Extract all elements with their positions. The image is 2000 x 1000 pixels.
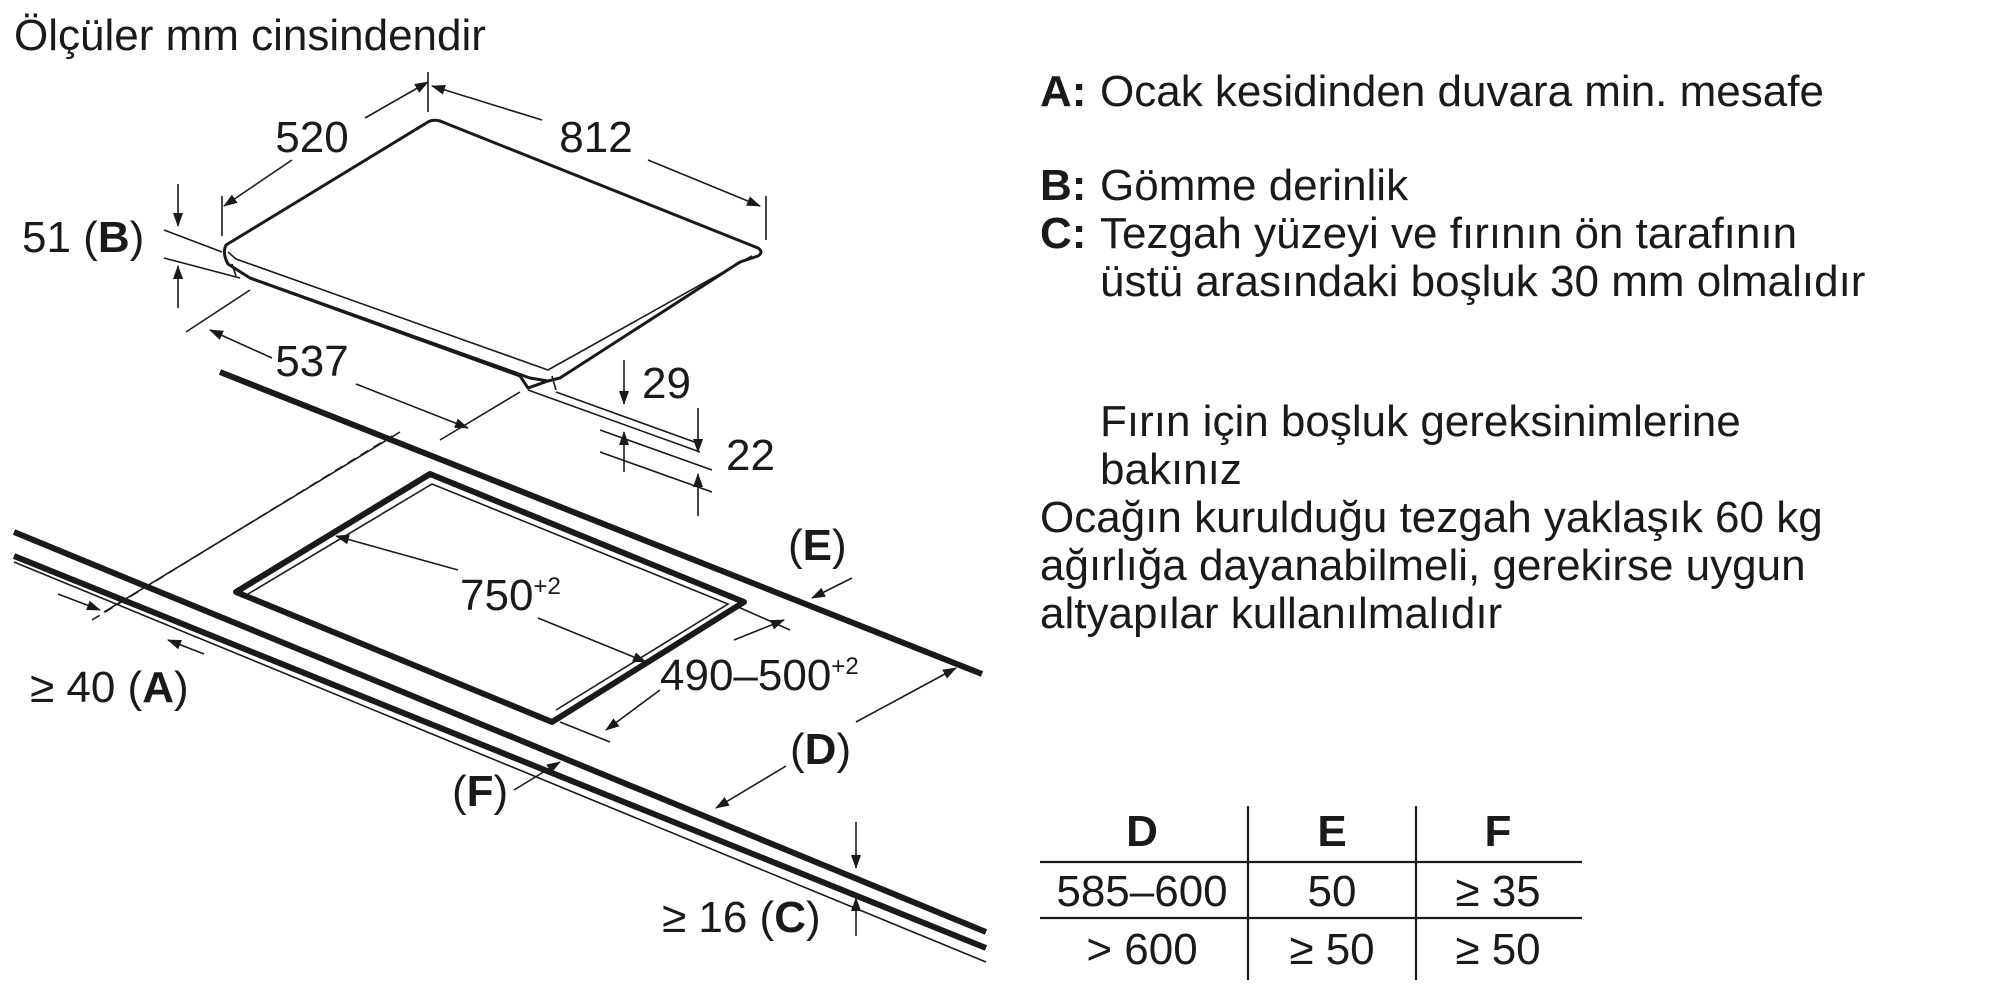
table-header-f: F bbox=[1484, 807, 1512, 856]
dim-16-label: ≥ 16 (C) bbox=[662, 893, 821, 942]
dim-22-label: 22 bbox=[726, 431, 775, 480]
dim-537-label: 537 bbox=[275, 337, 349, 386]
dim-40-label: ≥ 40 (A) bbox=[30, 663, 189, 712]
dimension-e bbox=[788, 521, 852, 598]
table-header-e: E bbox=[1317, 807, 1347, 856]
table-cell: ≥ 35 bbox=[1455, 867, 1541, 916]
oven-note-line1: Fırın için boşluk gereksinimlerine bbox=[1100, 397, 1741, 446]
legend-b-key: B: bbox=[1040, 161, 1087, 210]
dimension-top-length bbox=[432, 86, 766, 240]
units-note: Ölçüler mm cinsindendir bbox=[14, 11, 486, 60]
dim-520-label: 520 bbox=[275, 113, 349, 162]
legend-c-line1: Tezgah yüzeyi ve fırının ön tarafının bbox=[1100, 209, 1798, 258]
table-cell: ≥ 50 bbox=[1289, 925, 1375, 974]
table-cell: 50 bbox=[1307, 867, 1357, 916]
dim-812-label: 812 bbox=[559, 113, 633, 162]
legend-a-text: Ocak kesidinden duvara min. mesafe bbox=[1100, 67, 1824, 116]
dimension-top-width bbox=[222, 72, 428, 236]
dimension-thickness bbox=[22, 184, 240, 308]
weight-note-line1: Ocağın kurulduğu tezgah yaklaşık 60 kg bbox=[1040, 493, 1823, 542]
dim-51-label: 51 (B) bbox=[22, 213, 145, 262]
dimension-min-wall bbox=[30, 594, 204, 712]
label-d: (D) bbox=[790, 725, 852, 774]
legend-c-key: C: bbox=[1040, 209, 1087, 258]
table-cell: > 600 bbox=[1086, 925, 1198, 974]
table-cell: 585–600 bbox=[1056, 867, 1228, 916]
worktop-back-edge bbox=[220, 372, 982, 674]
label-e: (E) bbox=[788, 521, 847, 570]
dim-750-label: $750^{+2}$ bbox=[460, 571, 561, 620]
table-header-d: D bbox=[1126, 807, 1158, 856]
dimension-glass-height bbox=[528, 359, 700, 472]
oven-note-line2: bakınız bbox=[1100, 445, 1242, 494]
dimension-depth-edge bbox=[186, 290, 520, 440]
dimension-frame-height bbox=[600, 408, 775, 516]
label-f: (F) bbox=[452, 767, 509, 816]
dim-29-label: 29 bbox=[642, 359, 691, 408]
notes bbox=[1040, 397, 1823, 638]
dimension-cutout-length bbox=[336, 536, 646, 662]
legend-a-key: A: bbox=[1040, 67, 1087, 116]
legend-c-line2: üstü arasındaki boşluk 30 mm olmalıdır bbox=[1100, 257, 1866, 306]
table-cell: ≥ 50 bbox=[1455, 925, 1541, 974]
weight-note-line3: altyapılar kullanılmalıdır bbox=[1040, 589, 1503, 638]
clearance-table bbox=[1040, 806, 1582, 980]
legend-b-text: Gömme derinlik bbox=[1100, 161, 1409, 210]
dim-490-500-label: $490-500^{+2}$ bbox=[660, 651, 859, 700]
legend bbox=[1040, 67, 1865, 306]
weight-note-line2: ağırlığa dayanabilmeli, gerekirse uygun bbox=[1040, 541, 1806, 590]
